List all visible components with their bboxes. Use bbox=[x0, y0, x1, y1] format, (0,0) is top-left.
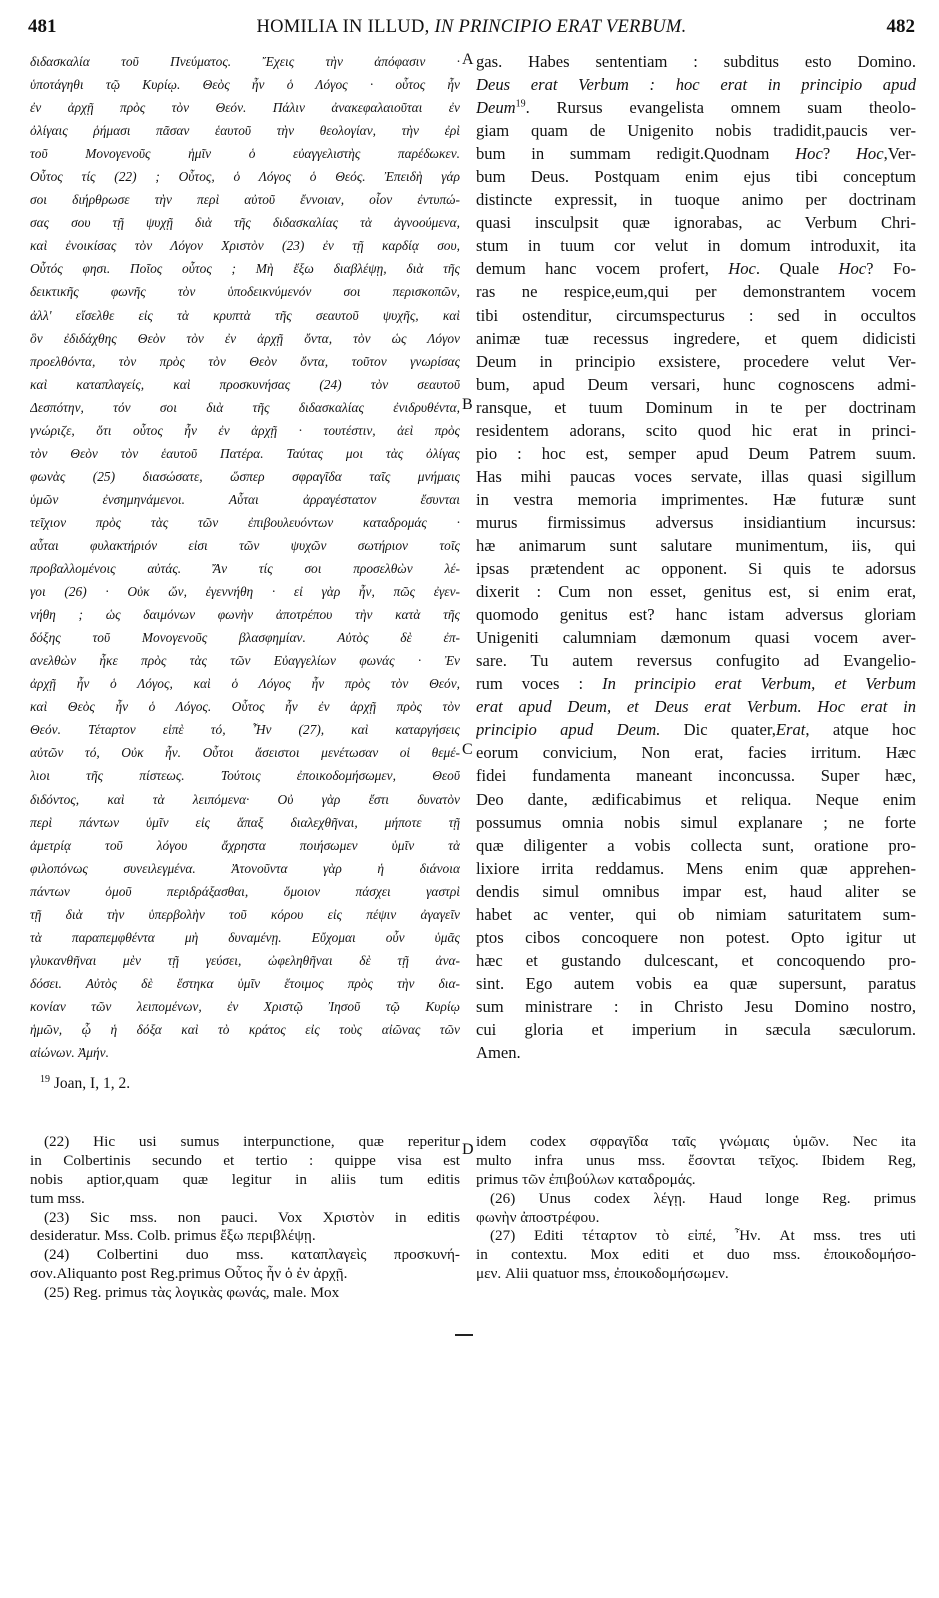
latin-text: tibi ostenditur, circumspecturus : sed in occultos bbox=[476, 305, 916, 325]
greek-line: ὃν ἐδιδάχθης Θεὸν τὸν ἐν ἀρχῇ ὄντα, τὸν ὡς Λόγον bbox=[30, 330, 460, 346]
latin-text: ? Fo- bbox=[866, 259, 916, 279]
greek-line: τεῖχιον πρὸς τὰς τῶν ἐπιβουλευόντων καταδρομάς · bbox=[30, 514, 460, 530]
note-line: (22) Hic usi sumus interpunctione, quæ reperitur bbox=[44, 1133, 460, 1150]
section-mark-a: A bbox=[462, 51, 474, 68]
latin-line bbox=[476, 903, 916, 926]
greek-line: αἰώνων. Ἀμήν. bbox=[30, 1045, 109, 1061]
page-number-left: 481 bbox=[28, 16, 57, 37]
latin-text: eorum convicium, Non erat, facies irritum. Hæc bbox=[476, 743, 916, 763]
latin-line bbox=[476, 50, 916, 73]
note-line: primus τῶν ἐπιβούλων καταδρομάς. bbox=[476, 1170, 696, 1188]
note-line: σον.Aliquanto post Reg.primus Οὗτος ἦν ὁ ἐν ἀρχῇ. bbox=[30, 1265, 348, 1283]
latin-line bbox=[476, 834, 916, 857]
greek-text-column bbox=[30, 50, 460, 1064]
greek-line: τῇ διὰ τὴν ὑπερβολὴν τοῦ κόρου εἰς πέψιν ἀγαγεῖν bbox=[30, 906, 460, 922]
latin-line bbox=[476, 234, 916, 257]
latin-text: rum voces : bbox=[476, 674, 603, 694]
latin-text: dixerit : Cum non esset, genitus est, si enim erat, bbox=[476, 582, 916, 602]
latin-italic-text: Hoc bbox=[728, 259, 756, 279]
running-header bbox=[28, 16, 915, 42]
latin-line bbox=[476, 557, 916, 580]
latin-line bbox=[476, 949, 916, 972]
latin-line bbox=[476, 603, 916, 626]
latin-text: dendis simul omnibus impar est, haud aliter se bbox=[476, 881, 916, 901]
greek-line: ἀλλ' εἴσελθε εἰς τὰ κρυπτὰ τῆς σεαυτοῦ ψυχῆς, καὶ bbox=[30, 307, 460, 323]
latin-line bbox=[476, 419, 916, 442]
latin-line bbox=[476, 672, 916, 695]
latin-italic-text: In principio erat Verbum, et Verbum bbox=[602, 674, 916, 694]
greek-line: φωνὰς (25) διασώσατε, ὥσπερ σφραγῖδα ταῖς μνήμαις bbox=[30, 468, 460, 484]
latin-line bbox=[476, 534, 916, 557]
latin-text: animæ tuæ recessus ingredere, et quem didicisti bbox=[476, 328, 916, 348]
note-line: in contextu. Mox editi et duo mss. ἐποικοδομήσο- bbox=[476, 1246, 916, 1264]
greek-line: τὰ παραπεμφθέντα μὴ δυναμένῃ. Εὔχομαι οὖν ὑμᾶς bbox=[30, 929, 460, 945]
note-line: idem codex σφραγῖδα ταῖς γνώμαις ὑμῶν. Nec ita bbox=[476, 1133, 916, 1150]
latin-line bbox=[476, 350, 916, 373]
latin-text: Dic quater, bbox=[660, 720, 776, 740]
greek-line: τὸν Θεὸν τὸν ἑαυτοῦ Πατέρα. Ταύτας μοι τὰς ὀλίγας bbox=[30, 445, 460, 461]
greek-line: προβαλλομένοις αὐτάς. Ἄν τίς σοι προσελθὼν λέ- bbox=[30, 561, 460, 577]
greek-line: ὀλίγαις ῥήμασι πᾶσαν ἑαυτοῦ τὴν θεολογίαν, τὴν ἐρὶ bbox=[30, 123, 460, 139]
latin-line bbox=[476, 96, 916, 119]
latin-text: fidei fundamenta maneant inconcussa. Super hæc, bbox=[476, 766, 916, 786]
footnote-scripture: $^{19}$ Joan, I, 1, 2. bbox=[40, 1073, 131, 1092]
latin-line bbox=[476, 280, 916, 303]
end-dash bbox=[455, 1334, 473, 1336]
note-line: nobis aptior,quam quæ legitur in aliis tum editis bbox=[30, 1170, 460, 1188]
greek-line: σοι διήρθρωσε τὴν περὶ αὐτοῦ ἔννοιαν, οἷον ἐντυπώ- bbox=[30, 192, 460, 208]
note-line: multo infra unus mss. ἔσονται τεῖχος. Ibidem Reg, bbox=[476, 1151, 916, 1169]
note-line: (27) Editi τέταρτον τὸ εἰπέ, Ἦν. At mss. tres uti bbox=[490, 1227, 916, 1245]
latin-line bbox=[476, 511, 916, 534]
greek-line: ἐν ἀρχῇ πρὸς τὸν Θεόν. Πάλιν ἀνακεφαλαιοῦται ἐν bbox=[30, 100, 460, 116]
greek-line: νήθη ; ὡς δαιμόνων φωνὴν ἀποτρέπου τὴν κατὰ τῆς bbox=[30, 607, 460, 623]
latin-line bbox=[476, 257, 916, 280]
latin-line bbox=[476, 788, 916, 811]
latin-text: residentem adorans, scito quod hic erat in princi- bbox=[476, 420, 916, 440]
latin-text: . Quale bbox=[755, 259, 839, 279]
section-mark-b: B bbox=[462, 396, 473, 413]
latin-line bbox=[476, 764, 916, 787]
note-line: desideratur. Mss. Colb. primus ἔξω περιβλέψῃ. bbox=[30, 1227, 316, 1245]
latin-line bbox=[476, 1018, 916, 1041]
latin-text: possumus omnia nobis simul explanare ; ne forte bbox=[476, 812, 916, 832]
latin-italic-text: Deus erat Verbum : hoc erat in principio apud bbox=[476, 75, 916, 95]
greek-line: προελθόντα, τὸν πρὸς τὸν Θεὸν ὄντα, τοῦτον γνωρίσας bbox=[30, 353, 460, 369]
footnote-ref: 19 bbox=[515, 98, 526, 110]
latin-text: quasi insculpsit quæ ignorabas, ac Verbum Chri- bbox=[476, 213, 916, 233]
page-number-right: 482 bbox=[886, 16, 915, 37]
editorial-notes-right bbox=[476, 1133, 916, 1284]
latin-line bbox=[476, 188, 916, 211]
latin-text: Deum in principio exsistere, procedere velut Ver- bbox=[476, 351, 916, 371]
greek-line: καὶ καταπλαγείς, καὶ προσκυνήσας (24) τὸν σεαυτοῦ bbox=[30, 376, 460, 392]
latin-line bbox=[476, 926, 916, 949]
greek-line: ὑποτάγηθι τῷ Κυρίῳ. Θεὸς ἦν ὁ Λόγος · οὗτος ἦν bbox=[30, 77, 460, 93]
latin-line bbox=[476, 580, 916, 603]
latin-line bbox=[476, 695, 916, 718]
greek-line: περὶ πάντων ὑμῖν εἰς ἅπαξ διαλεχθῆναι, μήποτε τῇ bbox=[30, 814, 460, 830]
greek-line: δεικτικῆς φωνῆς τὸν ὑποδεικνύμενόν σοι περισκοπῶν, bbox=[30, 284, 460, 300]
latin-text: Amen. bbox=[476, 1043, 521, 1063]
latin-text: habet ac venter, qui ob nimiam saturitatem sum- bbox=[476, 904, 916, 924]
greek-line: διδόντος, καὶ τὰ λειπόμενα· Οὐ γὰρ ἔστι δυνατὸν bbox=[30, 791, 460, 807]
latin-text: lixiore irrita reddamus. Mens enim quæ apprehen- bbox=[476, 858, 916, 878]
latin-text: Unigeniti calumniam dæmonum quasi vocem aver- bbox=[476, 628, 916, 648]
latin-line bbox=[476, 119, 916, 142]
latin-text: murus firmissimus adversus insidiantium incursus: bbox=[476, 512, 916, 532]
latin-text: , atque hoc bbox=[805, 720, 916, 740]
latin-text: . Rursus evangelista omnem suam theolo- bbox=[525, 98, 916, 118]
greek-line: ἀμετρίᾳ τοῦ λόγου ἄχρηστα ποιήσωμεν ὑμῖν τὰ bbox=[30, 837, 460, 853]
greek-line: καὶ Θεὸς ἦν ὁ Λόγος. Οὗτος ἦν ἐν ἀρχῇ πρὸς τὸν bbox=[30, 699, 460, 715]
latin-italic-text: Hoc bbox=[855, 144, 884, 164]
latin-text: ras ne respice,eum,qui per demonstrantem vocem bbox=[476, 282, 916, 302]
latin-text: ,Ver- bbox=[883, 144, 916, 164]
greek-line: Οὗτος τίς (22) ; Οὗτος, ὁ Λόγος ὁ Θεός. Ἐπειδὴ γάρ bbox=[30, 169, 460, 185]
greek-line: ανελθὼν ἧκε πρὸς τὰς τῶν Εὐαγγελίων φωνάς · Ἐν bbox=[30, 653, 460, 669]
note-line: in Colbertinis secundo et tertio : quippe visa est bbox=[30, 1151, 460, 1169]
note-line: (24) Colbertini duo mss. καταπλαγεὶς προσκυνή- bbox=[44, 1246, 460, 1264]
latin-text: gas. Habes sententiam : subditus esto Domino. bbox=[476, 52, 916, 71]
latin-line bbox=[476, 626, 916, 649]
greek-line: γλυκανθῆναι μὲν τῇ γεύσει, ὠφεληθῆναι δὲ τῇ ἀνα- bbox=[30, 952, 460, 968]
greek-line: κονίαν τῶν λειπομένων, ἐν Χριστῷ Ἰησοῦ τῷ Κυρίῳ bbox=[30, 998, 460, 1014]
latin-line bbox=[476, 211, 916, 234]
latin-text: in vestra memoria imprimentes. Hæ futuræ sunt bbox=[476, 489, 916, 509]
note-line: (26) Unus codex λέγῃ. Haud longe Reg. primus bbox=[490, 1189, 916, 1207]
latin-text: quæ diligenter a vobis collecta sunt, oratione pro- bbox=[476, 835, 916, 855]
greek-line: τοῦ Μονογενοῦς ἡμῖν ὁ εὐαγγελιστὴς παρέδωκεν. bbox=[30, 146, 460, 162]
greek-line: δόξης τοῦ Μονογενοῦς βλασφημίαν. Αὐτὸς δὲ ἐπ- bbox=[30, 630, 460, 646]
greek-line: φιλοπόνως συνειλεγμένα. Ἀτονοῦντα γὰρ ἡ διάνοια bbox=[30, 860, 460, 876]
latin-line bbox=[476, 165, 916, 188]
latin-text: bum in summam redigit.Quodnam bbox=[476, 144, 796, 164]
latin-line bbox=[476, 488, 916, 511]
latin-italic-text: Hoc bbox=[795, 144, 823, 164]
note-line: (25) Reg. primus τὰς λογικὰς φωνάς, male. Mox bbox=[44, 1284, 340, 1302]
latin-text: distincte expressit, in tuoque animo per doctrinam bbox=[476, 190, 916, 210]
latin-text: stum in tuum cor velut in domum introduxit, ita bbox=[476, 236, 916, 256]
editorial-notes-left bbox=[30, 1133, 460, 1303]
latin-text-column bbox=[476, 50, 916, 1064]
note-line: (23) Sic mss. non pauci. Vox Χριστὸν in editis bbox=[44, 1208, 460, 1226]
latin-text: ransque, et tuum Dominum in te per doctrinam bbox=[476, 397, 916, 417]
note-line: tum mss. bbox=[30, 1189, 85, 1207]
greek-line: αὐτῶν τό, Οὐκ ἦν. Οὗτοι ἄσειστοι μενέτωσαν οἱ θεμέ- bbox=[30, 745, 460, 761]
latin-line bbox=[476, 465, 916, 488]
latin-line bbox=[476, 649, 916, 672]
section-mark-d: D bbox=[462, 1141, 474, 1158]
latin-italic-text: principio apud Deum. bbox=[476, 720, 661, 740]
latin-line bbox=[476, 373, 916, 396]
latin-line bbox=[476, 811, 916, 834]
latin-line bbox=[476, 442, 916, 465]
latin-line bbox=[476, 73, 916, 96]
latin-text: bum Deus. Postquam enim ejus tibi conceptum bbox=[476, 167, 916, 187]
latin-text: Deo dante, ædificabimus et reliqua. Neque enim bbox=[476, 789, 916, 809]
latin-text: pio : hoc est, semper apud Deum Patrem suum. bbox=[476, 443, 916, 463]
latin-line bbox=[476, 304, 916, 327]
latin-text: quomodo genitus est? hanc istam adversus gloriam bbox=[476, 605, 916, 625]
latin-text: giam quam de Unigenito nobis tradidit,paucis ver- bbox=[476, 121, 916, 141]
latin-italic-text: Deum bbox=[476, 98, 516, 118]
latin-line bbox=[476, 995, 916, 1018]
page-title: HOMILIA IN ILLUD, IN PRINCIPIO ERAT VERBUM. bbox=[256, 17, 687, 37]
latin-text: cui gloria et imperium in sæcula sæculorum. bbox=[476, 1019, 916, 1039]
greek-line: ὑμῶν ἐνσημηνάμενοι. Αὗται ἀρραγέστατον ἔσυνται bbox=[30, 491, 460, 507]
latin-text: sum ministrare : in Christo Jesu Domino nostro, bbox=[476, 996, 916, 1016]
greek-line: Οὗτός φησι. Ποῖος οὗτος ; Μὴ ἔξω διαβλέψῃ, διὰ τῆς bbox=[30, 261, 460, 277]
note-line: φωνὴν ἀποστρέφου. bbox=[476, 1208, 600, 1226]
greek-line: πάντων ὁμοῦ περιδράξασθαι, ὅμοιον πάσχει γαστρὶ bbox=[30, 883, 460, 899]
greek-line: διδασκαλία τοῦ Πνεύματος. Ἔχεις τὴν ἀπόφασιν · bbox=[30, 54, 460, 69]
latin-line bbox=[476, 741, 916, 764]
section-mark-c: C bbox=[462, 741, 473, 758]
greek-line: γνώριζε, ὅτι οὗτος ἦν ἐν ἀρχῇ · τουτέστιν, ἀεὶ πρὸς bbox=[30, 422, 460, 438]
greek-line: ἡμῶν, ᾧ ἡ δόξα καὶ τὸ κράτος εἰς τοὺς αἰῶνας τῶν bbox=[30, 1021, 460, 1037]
latin-italic-text: Erat bbox=[775, 720, 806, 740]
greek-line: αὗται φυλακτήριόν εἰσι τῶν ψυχῶν σωτήριον τοῖς bbox=[30, 537, 460, 553]
latin-text: ptos cibos concoquere non potest. Opto igitur ut bbox=[476, 927, 916, 947]
latin-text: hæ animarum sunt salutare munimentum, iis, qui bbox=[476, 535, 916, 555]
greek-line: Δεσπότην, τόν σοι διὰ τῆς διδασκαλίας ἐνιδρυθέντα, bbox=[30, 399, 460, 415]
latin-line bbox=[476, 396, 916, 419]
greek-line: γοι (26) · Οὐκ ὤν, ἐγεννήθη · εἰ γὰρ ἦν, πῶς ἐγεν- bbox=[30, 584, 460, 600]
greek-line: Θεόν. Τέταρτον εἰπὲ τό, Ἦν (27), καὶ καταργήσεις bbox=[30, 722, 460, 738]
latin-italic-text: Hoc bbox=[838, 259, 867, 279]
latin-line bbox=[476, 880, 916, 903]
latin-line bbox=[476, 857, 916, 880]
latin-line bbox=[476, 972, 916, 995]
latin-text: sare. Tu autem reversus confugito ad Evangelio- bbox=[476, 651, 916, 671]
latin-text: demum hanc vocem profert, bbox=[476, 259, 729, 279]
latin-text: ? bbox=[822, 144, 856, 164]
latin-line bbox=[476, 327, 916, 350]
latin-text: hæc et gustando dulcescant, et concoquendo pro- bbox=[476, 950, 916, 970]
greek-line: λιοι τῆς πίστεως. Τούτοις ἐποικοδομήσωμεν, Θεοῦ bbox=[30, 768, 460, 784]
latin-text: sint. Ego autem vobis ea quæ supersunt, paratus bbox=[476, 973, 916, 993]
greek-line: σας σου τῇ ψυχῇ διὰ τῆς διδασκαλίας τὰ ἀγνοούμενα, bbox=[30, 215, 460, 231]
latin-line bbox=[476, 718, 916, 741]
greek-line: καὶ ἐνοικίσας τὸν Λόγον Χριστὸν (23) ἐν τῇ καρδίᾳ σου, bbox=[30, 238, 460, 254]
latin-line bbox=[476, 1041, 916, 1064]
latin-text: Has mihi paucas voces servate, illas quasi sigillum bbox=[476, 466, 916, 486]
latin-italic-text: erat apud Deum, et Deus erat Verbum. Hoc erat in bbox=[476, 697, 916, 717]
latin-text: bum, apud Deum versari, hunc cognoscens admi- bbox=[476, 374, 916, 394]
latin-line bbox=[476, 142, 916, 165]
note-line: μεν. Alii quatuor mss, ἐποικοδομήσωμεν. bbox=[476, 1265, 729, 1283]
greek-line: δόσει. Αὐτὸς δὲ ἕστηκα ὑμῖν ἕτοιμος πρὸς τὴν δια- bbox=[30, 975, 460, 991]
latin-text: ipsas prætendent ac opponent. Si quis te adorsus bbox=[476, 559, 916, 579]
greek-line: ἀρχῇ ἦν ὁ Λόγος, καὶ ὁ Λόγος ἦν πρὸς τὸν Θεόν, bbox=[30, 676, 460, 692]
